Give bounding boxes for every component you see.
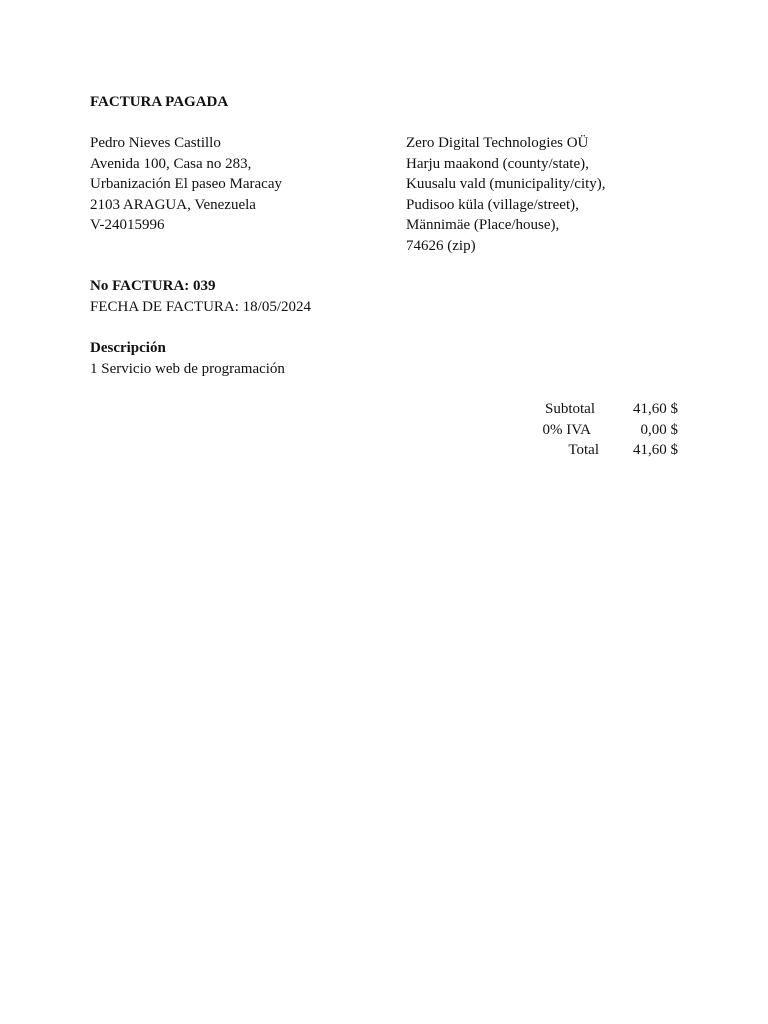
- subtotal-value: 41,60 $: [633, 401, 678, 417]
- buyer-address-line-2: Kuusalu vald (municipality/city),: [406, 176, 606, 192]
- buyer-name: Zero Digital Technologies OÜ: [406, 135, 589, 151]
- description-heading: Descripción: [90, 340, 166, 356]
- iva-label: 0% IVA: [542, 421, 591, 438]
- totals-block: [480, 399, 678, 461]
- buyer-zip: 74626 (zip): [406, 237, 476, 254]
- description-item: 1 Servicio web de programación: [90, 360, 285, 377]
- invoice-number: No FACTURA: 039: [90, 278, 216, 294]
- subtotal-label: Subtotal: [544, 401, 595, 417]
- total-row: [480, 440, 678, 461]
- total-value: 41,60 $: [633, 442, 678, 458]
- seller-address-line-1: Avenida 100, Casa no 283,: [90, 155, 252, 172]
- buyer-address-block: [406, 133, 606, 256]
- description-block: [90, 338, 285, 379]
- seller-name: Pedro Nieves Castillo: [90, 135, 221, 151]
- buyer-address-line-4: Männimäe (Place/house),: [406, 217, 560, 233]
- iva-value: 0,00 $: [640, 421, 678, 438]
- seller-address-block: [90, 133, 282, 236]
- seller-address-line-3: 2103 ARAGUA, Venezuela: [90, 196, 256, 213]
- buyer-address-line-1: Harju maakond (county/state),: [406, 155, 589, 172]
- invoice-date: FECHA DE FACTURA: 18/05/2024: [90, 298, 311, 315]
- invoice-meta-block: [90, 276, 311, 317]
- iva-row: [480, 420, 678, 441]
- seller-id: V-24015996: [90, 217, 165, 233]
- buyer-address-line-3: Pudisoo küla (village/street),: [406, 196, 579, 213]
- invoice-title: FACTURA PAGADA: [90, 94, 229, 110]
- total-label: Total: [568, 442, 599, 458]
- seller-address-line-2: Urbanización El paseo Maracay: [90, 176, 282, 192]
- subtotal-row: [480, 399, 678, 420]
